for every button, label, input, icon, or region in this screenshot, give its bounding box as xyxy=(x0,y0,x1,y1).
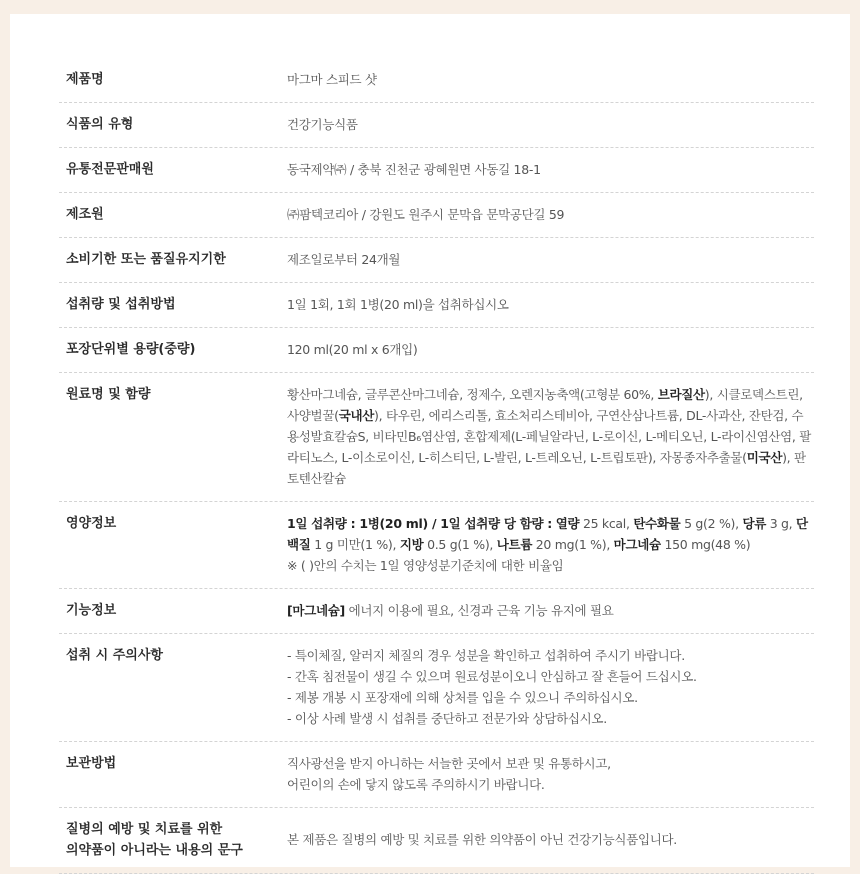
nutrition-note: ※ ( )안의 수치는 1일 영양성분기준치에 대한 비율임 xyxy=(287,558,564,573)
nutrient-amount: 3 g, xyxy=(766,516,797,531)
function-nutrient: [마그네슘] xyxy=(287,603,345,618)
ingredients-text: 황산마그네슘, 글루콘산마그네슘, 정제수, 오렌지농축액(고형분 60%, xyxy=(287,387,658,402)
row-label: 섭취량 및 섭취방법 xyxy=(66,297,176,312)
row-value: 120 ml(20 ml x 6개입) xyxy=(287,342,418,357)
ingredients-text: ), 타우린, 에리스리톨, 효소처리스테비아, 구연산삼나트륨, DL-사과산, 잔탄검, 수용성발효칼슘S, 비타민B₆염산염, 혼합제제(L-페닐알라닌, L-로이신, L-메티오닌, L-라이신염산염, 팔라티노스, L-이소로이신, L-히스티딘, L-발린, L-트레오닌, L-트립토판), 자몽종자추출물( xyxy=(287,408,812,465)
nutrient-name: 단백질 xyxy=(287,516,808,552)
row-label: 기능정보 xyxy=(66,603,117,618)
storage-line: 직사광선을 받지 아니하는 서늘한 곳에서 보관 및 유통하시고, xyxy=(287,756,611,771)
row-value: 마그마 스피드 샷 xyxy=(287,72,377,87)
nutrient-amount: 0.5 g(1 %), xyxy=(423,537,497,552)
function-text: 에너지 이용에 필요, 신경과 근육 기능 유지에 필요 xyxy=(344,603,614,618)
disclaimer-label-line: 의약품이 아니라는 내용의 문구 xyxy=(66,843,243,858)
row-distributor xyxy=(59,148,814,193)
row-label: 보관방법 xyxy=(66,756,117,771)
nutrient-name: 탄수화물 xyxy=(633,516,681,531)
row-label: 섭취 시 주의사항 xyxy=(66,648,163,663)
row-ingredients xyxy=(59,373,814,502)
caution-line: - 이상 사례 발생 시 섭취를 중단하고 전문가와 상담하십시오. xyxy=(287,711,607,726)
row-manufacturer xyxy=(59,193,814,238)
function-value xyxy=(287,600,814,621)
caution-line: - 특이체질, 알러지 체질의 경우 성분을 확인하고 섭취하여 주시기 바랍니다. xyxy=(287,648,685,663)
product-info-card xyxy=(10,14,850,867)
row-expiry xyxy=(59,238,814,283)
row-value: 동국제약㈜ / 충북 진천군 광혜원면 사동길 18-1 xyxy=(287,162,541,177)
ingredients-text: ), 시클로덱스트린, 사양벌꿀( xyxy=(287,387,803,423)
row-disclaimer xyxy=(59,808,814,874)
row-label: 제품명 xyxy=(66,72,104,87)
nutrition-facts xyxy=(287,516,808,552)
row-label xyxy=(59,819,287,861)
nutrient-amount: 1 g 미만(1 %), xyxy=(310,537,400,552)
ingredients-value xyxy=(287,384,814,489)
row-label: 유통전문판매원 xyxy=(66,162,154,177)
ingredients-text: ), 판토텐산칼슘 xyxy=(287,450,806,486)
nutrient-name: 지방 xyxy=(399,537,424,552)
caution-line: - 제봉 개봉 시 포장재에 의해 상처를 입을 수 있으니 주의하십시오. xyxy=(287,690,638,705)
row-label: 소비기한 또는 품질유지기한 xyxy=(66,252,226,267)
origin-usa: 미국산 xyxy=(746,450,783,465)
caution-value xyxy=(287,645,814,729)
row-package-volume xyxy=(59,328,814,373)
caution-line: - 간혹 침전물이 생길 수 있으며 원료성분이오니 안심하고 잘 흔들어 드십시오. xyxy=(287,669,697,684)
row-intake-method xyxy=(59,283,814,328)
nutrient-amount: 150 mg(48 %) xyxy=(660,537,751,552)
product-info-table xyxy=(59,58,814,874)
nutrient-amount: 5 g(2 %), xyxy=(680,516,743,531)
nutrient-name: 마그네슘 xyxy=(613,537,661,552)
nutrient-name: 열량 xyxy=(555,516,580,531)
disclaimer-label-line: 질병의 예방 및 치료를 위한 xyxy=(66,822,223,837)
nutrient-name: 나트륨 xyxy=(496,537,533,552)
row-caution xyxy=(59,634,814,742)
origin-korea: 국내산 xyxy=(338,408,375,423)
row-label: 제조원 xyxy=(66,207,104,222)
row-function xyxy=(59,589,814,634)
row-value: 제조일로부터 24개월 xyxy=(287,252,401,267)
row-label: 영양정보 xyxy=(66,516,117,531)
row-label: 포장단위별 용량(중량) xyxy=(66,342,196,357)
nutrient-amount: 20 mg(1 %), xyxy=(532,537,614,552)
row-label: 원료명 및 함량 xyxy=(66,387,151,402)
row-food-type xyxy=(59,103,814,148)
row-value: 1일 1회, 1회 1병(20 ml)을 섭취하십시오 xyxy=(287,297,509,312)
storage-line: 어린이의 손에 닿지 않도록 주의하시기 바랍니다. xyxy=(287,777,545,792)
origin-brazil: 브라질산 xyxy=(657,387,705,402)
row-value: 건강기능식품 xyxy=(287,117,358,132)
row-nutrition xyxy=(59,502,814,589)
nutrition-serving: 1일 섭취량 : 1병(20 ml) / 1일 섭취량 당 함량 : xyxy=(287,516,553,531)
storage-value xyxy=(287,753,814,795)
disclaimer-value: 본 제품은 질병의 예방 및 치료를 위한 의약품이 아닌 건강기능식품입니다. xyxy=(287,832,677,847)
nutrient-name: 당류 xyxy=(742,516,767,531)
row-storage xyxy=(59,742,814,808)
nutrition-value xyxy=(287,513,814,576)
row-product-name xyxy=(59,58,814,103)
row-value: ㈜팜텍코리아 / 강원도 원주시 문막읍 문막공단길 59 xyxy=(287,207,565,222)
row-label: 식품의 유형 xyxy=(66,117,134,132)
nutrient-amount: 25 kcal, xyxy=(579,516,634,531)
